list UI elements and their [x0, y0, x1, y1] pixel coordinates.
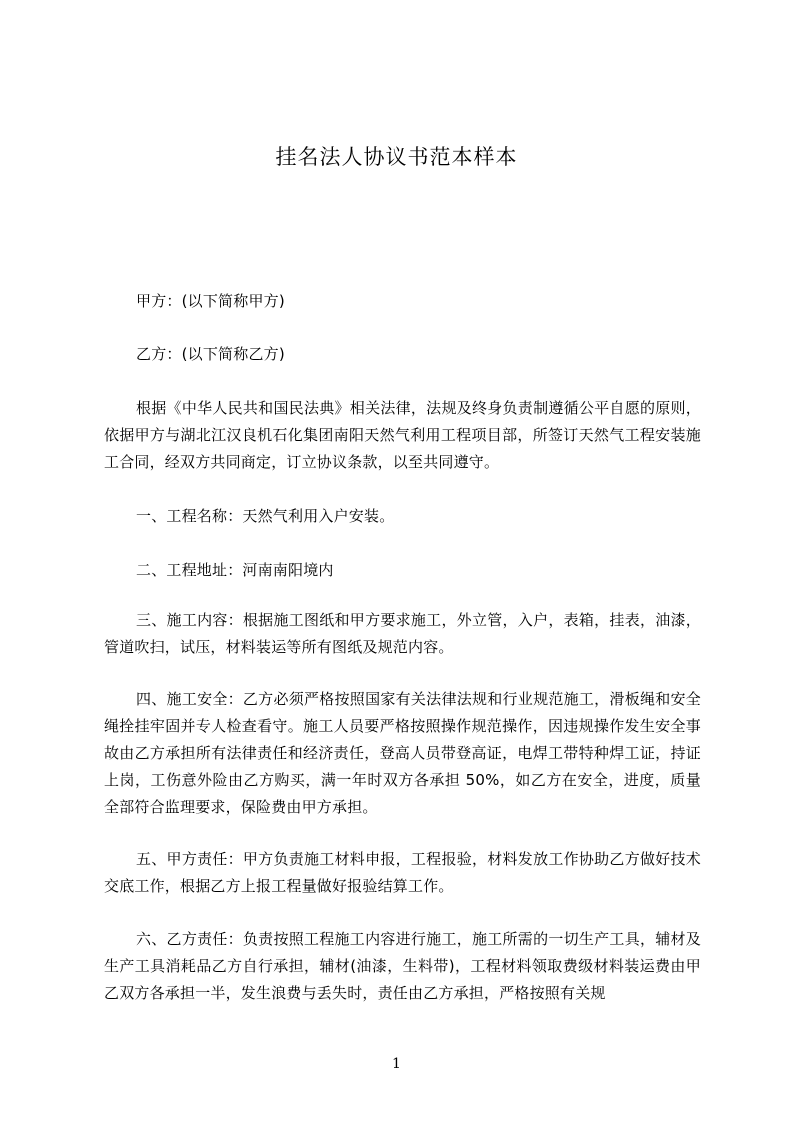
clause-party-b-responsibility: 六、乙方责任：负责按照工程施工内容进行施工，施工所需的一切生产工具，辅材及生产工具消耗品乙方自行承担，辅材(油漆，生料带)，工程材料领取费级材料装运费由甲乙双方各承担一半，发生浪费与丢失时，责任由乙方承担，严格按照有关规: [104, 930, 701, 1002]
party-b-line: 乙方：(以下简称乙方): [136, 345, 285, 363]
clause-construction-safety: 四、施工安全：乙方必须严格按照国家有关法律法规和行业规范施工，滑板绳和安全绳拴挂牢固并专人检查看守。施工人员要严格按照操作规范操作，因违规操作发生安全事故由乙方承担所有法律责任和经济责任，登高人员带登高证，电焊工带特种焊工证，持证上岗，工伤意外险由乙方购买，满一年时双方各承担 50%，如乙方在安全，进度，质量全部符合监理要求，保险费由甲方承担。: [104, 690, 701, 816]
clause-party-a-responsibility: 五、甲方责任：甲方负责施工材料申报，工程报验，材料发放工作协助乙方做好技术交底工作，根据乙方上报工程量做好报验结算工作。: [104, 850, 701, 895]
page-number: 1: [392, 1056, 401, 1072]
clause-construction-content: 三、施工内容：根据施工图纸和甲方要求施工，外立管，入户，表箱，挂表，油漆，管道吹扫，试压，材料装运等所有图纸及规范内容。: [104, 611, 701, 656]
clause-project-name: 一、工程名称：天然气利用入户安装。: [136, 507, 395, 525]
document-title: 挂名法人协议书范本样本: [275, 145, 518, 169]
party-a-line: 甲方：(以下简称甲方): [136, 292, 285, 310]
clause-project-address: 二、工程地址：河南南阳境内: [136, 561, 334, 579]
preamble-paragraph: 根据《中华人民共和国民法典》相关法律，法规及终身负责制遵循公平自愿的原则，依据甲方与湖北江汉良机石化集团南阳天然气利用工程项目部，所签订天然气工程安装施工合同，经双方共同商定，订立协议条款，以至共同遵守。: [104, 399, 701, 471]
